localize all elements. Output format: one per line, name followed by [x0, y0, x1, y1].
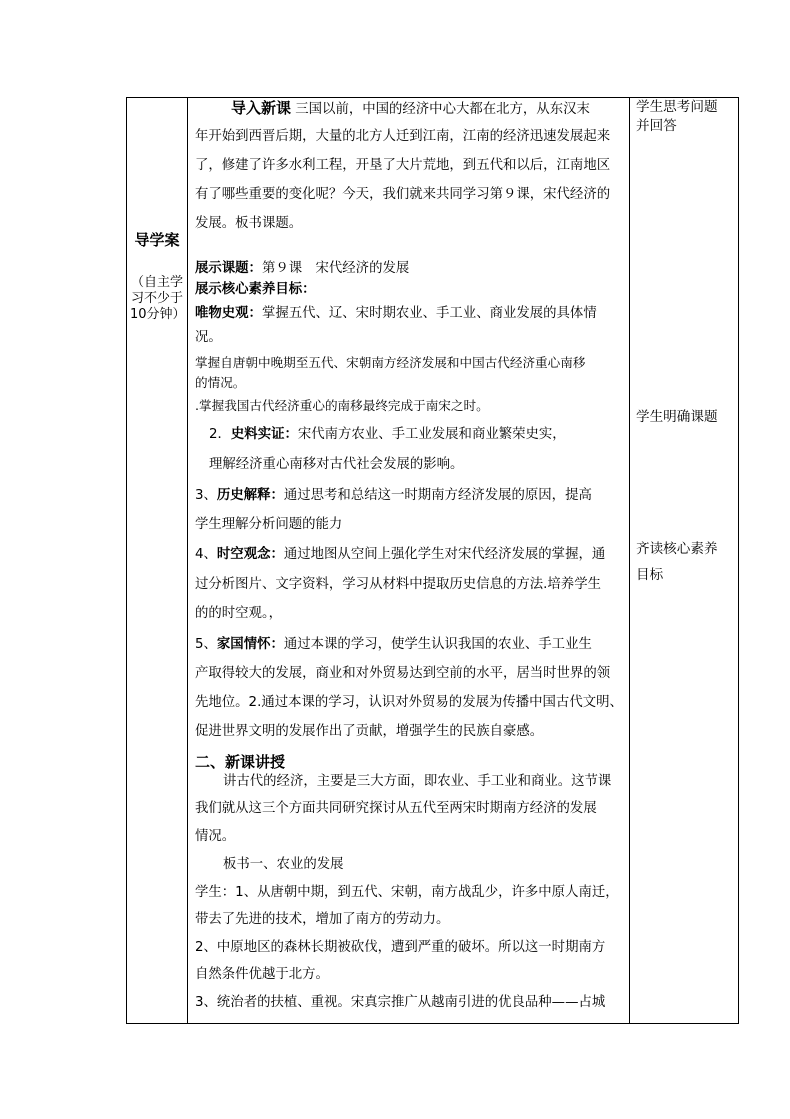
goals-heading: 展示核心素养目标： [195, 282, 316, 297]
goal-line: 4、时空观念：通过地图从空间上强化学生对宋代经济发展的掌握，通 [195, 547, 606, 562]
activity-note: 齐读核心素养 [636, 541, 718, 557]
goal-line: 产取得较大的发展，商业和对外贸易达到空前的水平，居当时世界的领 [195, 666, 611, 681]
intro-heading: 导入新课 [231, 99, 292, 117]
goal-label: 史料实证： [230, 427, 298, 442]
goal-label: 时空观念： [216, 547, 284, 562]
goal-line: 学生理解分析问题的能力 [195, 517, 343, 532]
goal-line: 的情况。 [195, 375, 246, 390]
goal-label: 家国情怀： [216, 637, 284, 652]
activity-note: 学生思考问题 [636, 99, 718, 115]
intro-paragraph-line: 发展。板书课题。 [195, 216, 303, 231]
lesson-line: 讲古代的经济，主要是三大方面，即农业、手工业和商业。这节课 [223, 774, 612, 789]
activity-note: 目标 [636, 567, 664, 583]
goal-line: 2．史料实证：宋代南方农业、手工业发展和商业繁荣史实， [209, 427, 566, 442]
intro-paragraph-line: 年开始到西晋后期，大量的北方人迁到江南，江南的经济迅速发展起来 [195, 129, 611, 144]
lesson-line: 3、统治者的扶植、重视。宋真宗推广从越南引进的优良品种——占城 [195, 995, 606, 1010]
lesson-line: 2、中原地区的森林长期被砍伐，遭到严重的破坏。所以这一时期南方 [195, 940, 606, 955]
goal-line: 唯物史观：掌握五代、辽、宋时期农业、手工业、商业发展的具体情 [195, 306, 597, 321]
section-note: （自主学习不少于10分钟） [130, 275, 186, 322]
goal-line: 先地位。2.通过本课的学习，认识对外贸易的发展为传播中国古代文明、 [195, 695, 623, 710]
goal-label: 唯物史观： [195, 306, 262, 321]
intro-paragraph-line: 导入新课 三国以前，中国的经济中心大都在北方，从东汉末 [231, 99, 590, 117]
lesson-line: 情况。 [195, 829, 236, 844]
goal-line: 促进世界文明的发展作出了贡献，增强学生的民族自豪感。 [195, 724, 544, 739]
intro-paragraph-line: 有了哪些重要的变化呢？今天，我们就来共同学习第９课，宋代经济的 [195, 187, 611, 202]
topic-line: 展示课题：第９课 宋代经济的发展 [195, 261, 410, 276]
goal-line: 的的时空观。， [195, 606, 283, 621]
lesson-line: 学生：1、从唐朝中期，到五代、宋朝，南方战乱少，许多中原人南迁， [195, 885, 619, 900]
board-heading: 板书一、农业的发展 [223, 857, 344, 872]
intro-paragraph-line: 了，修建了许多水利工程，开垦了大片荒地，到五代和以后，江南地区 [195, 158, 611, 173]
section-heading: 二、新课讲授 [195, 753, 286, 771]
activity-note: 并回答 [636, 118, 677, 134]
goal-line: .掌握我国古代经济重心的南移最终完成于南宋之时。 [195, 398, 489, 413]
goal-line: 掌握自唐朝中晚期至五代、宋朝南方经济发展和中国古代经济重心南移 [195, 355, 586, 370]
goal-label: 历史解释： [216, 488, 284, 503]
goal-line: 况。 [195, 330, 222, 345]
lesson-line: 自然条件优越于北方。 [195, 967, 329, 982]
activity-column-cell [629, 97, 739, 1024]
topic-label: 展示课题： [195, 261, 262, 276]
lesson-line: 我们就从这三个方面共同研究探讨从五代至两宋时期南方经济的发展 [195, 801, 597, 816]
goal-line: 5、家国情怀：通过本课的学习，使学生认识我国的农业、手工业生 [195, 637, 592, 652]
activity-note: 学生明确课题 [636, 409, 718, 425]
lesson-line: 带去了先进的技术，增加了南方的劳动力。 [195, 912, 450, 927]
goal-line: 3、历史解释：通过思考和总结这一时期南方经济发展的原因，提高 [195, 488, 592, 503]
goal-line: 理解经济重心南移对古代社会发展的影响。 [209, 457, 464, 472]
goal-line: 过分析图片、文字资料，学习从材料中提取历史信息的方法.培养学生 [195, 577, 601, 592]
section-label: 导学案 [134, 231, 180, 249]
